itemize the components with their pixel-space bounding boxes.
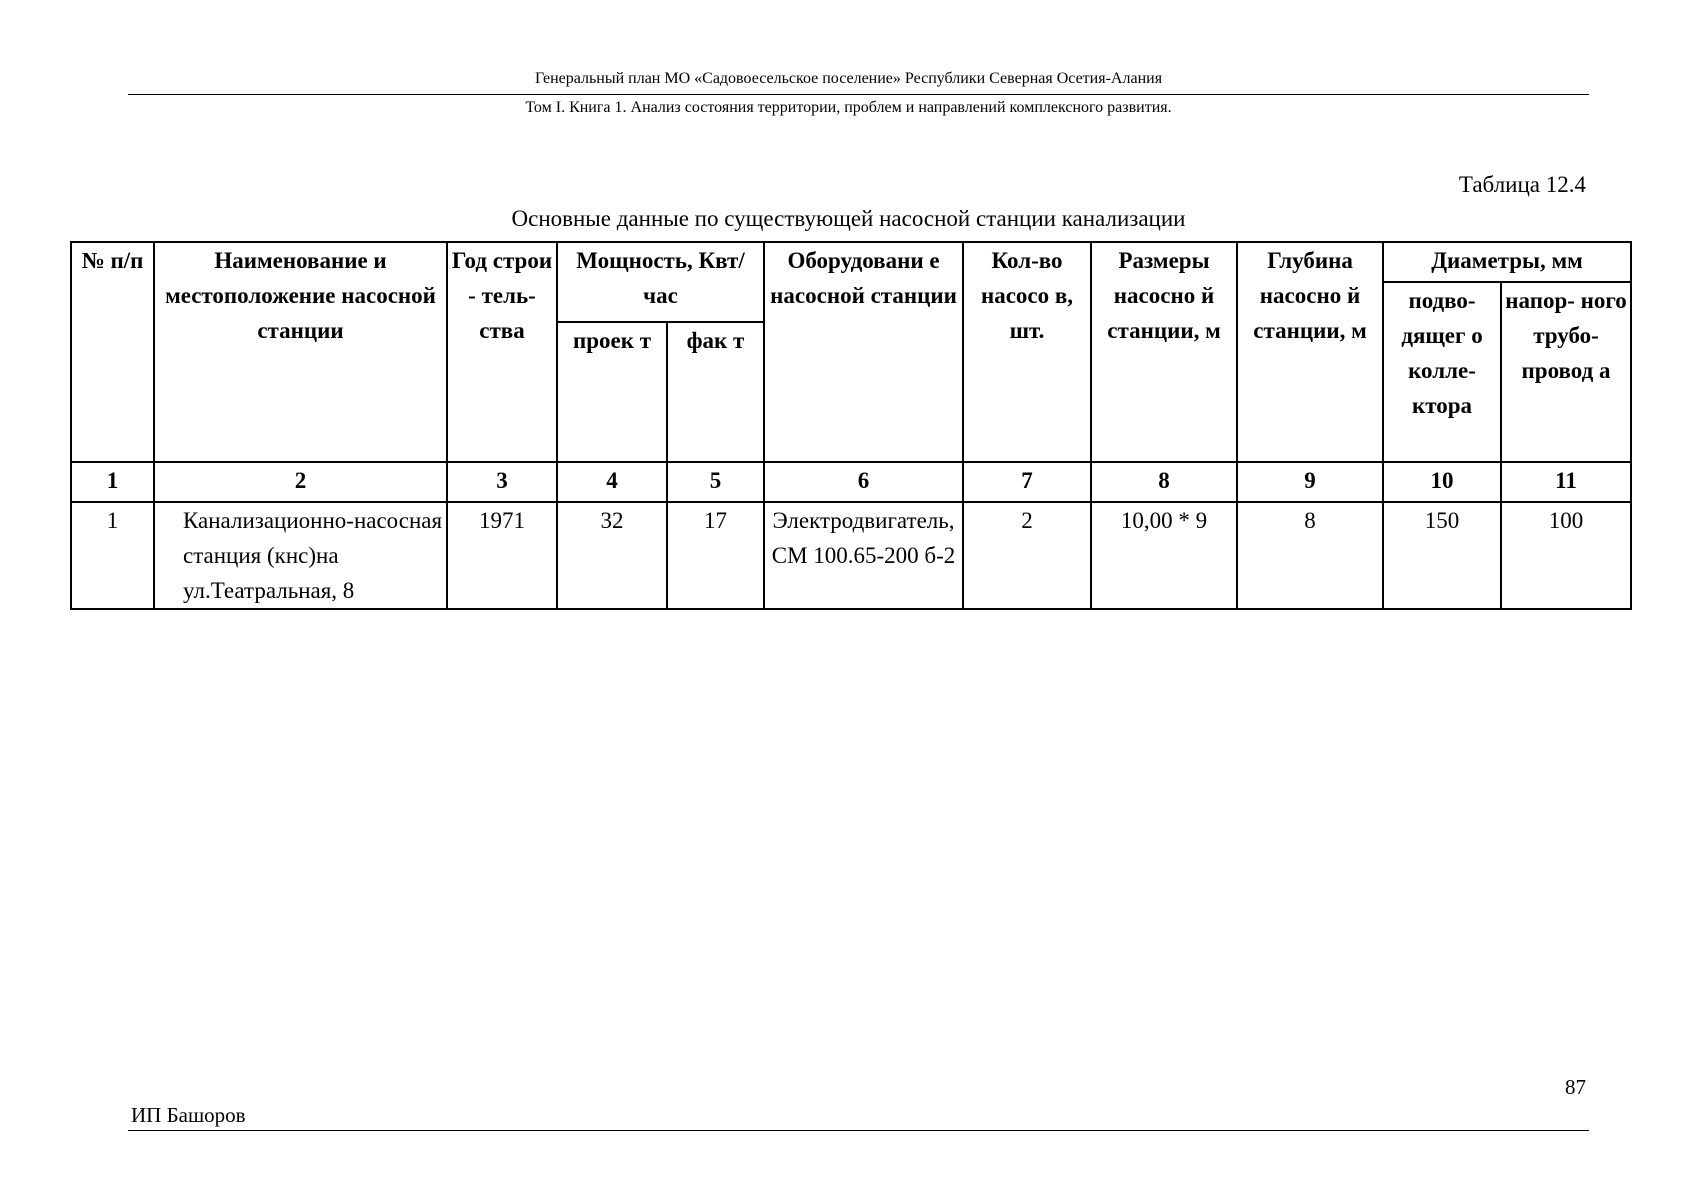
cell-power-fact: 17	[667, 502, 764, 609]
column-number: 11	[1501, 462, 1631, 502]
cell-equipment: Электродвигатель,СМ 100.65-200 б-2	[764, 502, 963, 609]
document-header-title: Генеральный план МО «Садовоесельское поселение» Республики Северная Осетия-Алания	[534, 70, 1163, 87]
header-divider	[128, 94, 1589, 95]
column-number: 5	[667, 462, 764, 502]
column-number: 6	[764, 462, 963, 502]
header-size: Размеры насосно й станции, м	[1091, 242, 1237, 462]
document-header-subtitle: Том I. Книга 1. Анализ состояния территории, проблем и направлений комплексного развития.	[525, 99, 1172, 116]
header-year: Год строи - тель- ства	[447, 242, 557, 462]
header-power-fact: фак т	[667, 322, 764, 462]
header-equipment: Оборудовани е насосной станции	[764, 242, 963, 462]
table-caption: Основные данные по существующей насосной станции канализации	[511, 206, 1186, 231]
table-number: Таблица 12.4	[1458, 172, 1586, 197]
page-number: 87	[1565, 1075, 1586, 1099]
header-power-project: проек т	[557, 322, 667, 462]
header-diameters: Диаметры, мм	[1383, 242, 1631, 282]
cell-power-project: 32	[557, 502, 667, 609]
header-name: Наименование и местоположение насосной станции	[154, 242, 447, 462]
header-diam-inlet: подво- дящег о колле- ктора	[1383, 282, 1501, 462]
cell-year: 1971	[447, 502, 557, 609]
header-power: Мощность, Квт/час	[557, 242, 764, 322]
cell-size: 10,00 * 9	[1091, 502, 1237, 609]
column-number: 4	[557, 462, 667, 502]
column-number: 8	[1091, 462, 1237, 502]
column-number: 7	[963, 462, 1091, 502]
cell-name: Канализационно-насосная станция (кнс)на ул.Театральная, 8	[154, 502, 447, 609]
column-number: 3	[447, 462, 557, 502]
header-diam-pressure: напор- ного трубо- провод а	[1501, 282, 1631, 462]
cell-diam-pressure: 100	[1501, 502, 1631, 609]
pump-station-table	[70, 241, 1632, 610]
cell-depth: 8	[1237, 502, 1383, 609]
cell-diam-inlet: 150	[1383, 502, 1501, 609]
header-num: № п/п	[71, 242, 154, 462]
column-number-row	[71, 462, 1631, 502]
cell-pumps: 2	[963, 502, 1091, 609]
column-number: 2	[154, 462, 447, 502]
column-number: 9	[1237, 462, 1383, 502]
footer-divider	[128, 1130, 1589, 1131]
footer-author: ИП Башоров	[131, 1103, 246, 1127]
column-number: 1	[71, 462, 154, 502]
column-number: 10	[1383, 462, 1501, 502]
table-row	[71, 502, 1631, 609]
header-depth: Глубина насосно й станции, м	[1237, 242, 1383, 462]
cell-num: 1	[71, 502, 154, 609]
header-pumps: Кол-во насосо в, шт.	[963, 242, 1091, 462]
